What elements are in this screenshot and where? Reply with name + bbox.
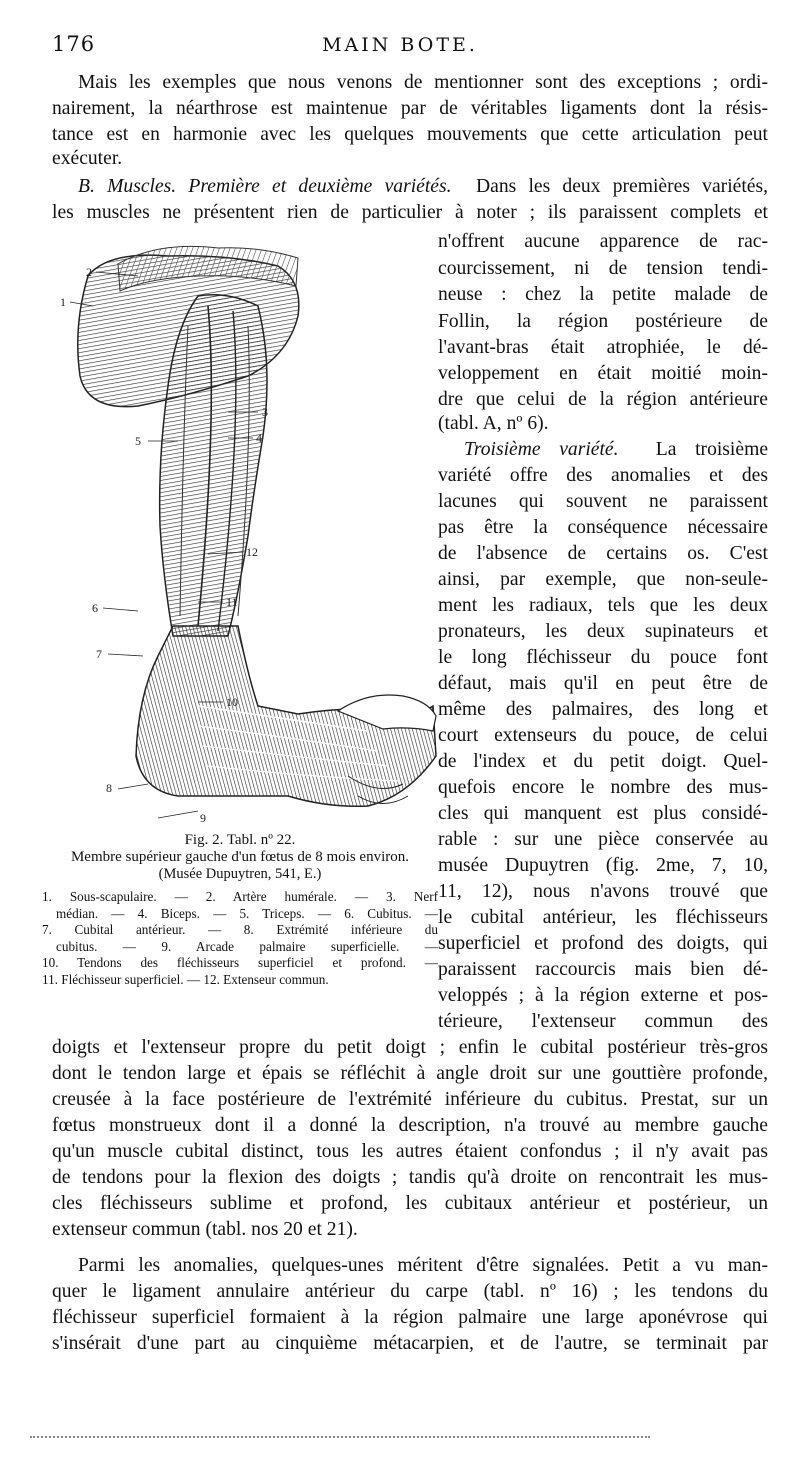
text-line: le cubital antérieur, les fléchisseurs <box>438 907 768 928</box>
text-line: ainsi, par exemple, que non-seule- <box>438 569 768 590</box>
text-line: quefois encore le nombre des mus- <box>438 777 768 798</box>
text-line: quer le ligament annulaire antérieur du carpe (tabl. nº 16) ; les tendons du <box>52 1281 768 1302</box>
text-line: rable : sur une pièce conservée au <box>438 829 768 850</box>
text-line: extenseur commun (tabl. nos 20 et 21). <box>52 1219 358 1240</box>
text-line: fœtus monstrueux dont il a donné la description, n'a trouvé au membre gauche <box>52 1115 768 1136</box>
caption-description: Membre supérieur gauche d'un fœtus de 8 mois environ. <box>70 849 410 865</box>
text-line: Follin, la région postérieure de <box>438 311 768 332</box>
text-line: même des palmaires, des long et <box>438 699 768 720</box>
figure-label: 12 <box>246 545 258 559</box>
text-line: nairement, la néarthrose est maintenue par de véritables ligaments dont la résis- <box>52 98 768 119</box>
figure-caption <box>42 832 438 988</box>
figure-label: 11 <box>226 595 238 609</box>
upper-arm-shape <box>160 295 267 636</box>
text-line: Mais les exemples que nous venons de mentionner sont des exceptions ; ordi- <box>78 72 768 93</box>
caption-source: (Musée Dupuytren, 541, E.) <box>158 866 322 882</box>
page-header <box>0 30 800 60</box>
text-line: neuse : chez la petite malade de <box>438 284 768 305</box>
anatomical-figure <box>48 236 438 834</box>
figure-label: 9 <box>200 811 206 825</box>
legend-line: cubitus. — 9. Arcade palmaire superficielle. — <box>56 938 438 954</box>
figure-label: 5 <box>135 434 141 448</box>
caption-title: Fig. 2. Tabl. nº 22. <box>184 832 296 848</box>
text-span: Dans les deux premières variétés, <box>475 176 769 197</box>
text-line: les muscles ne présentent rien de particulier à noter ; ils paraissent complets et <box>52 202 768 223</box>
text-line: fléchisseur superficiel formaient à la région palmaire une large aponévrose qui <box>52 1307 768 1328</box>
text-line: cles fléchisseurs sublime et profond, les cubitaux antérieur et postérieur, un <box>52 1193 768 1214</box>
text-line: musée Dupuytren (fig. 2me, 7, 10, <box>438 855 768 876</box>
text-line: court extenseurs du pouce, de celui <box>438 725 768 746</box>
legend-line: 10. Tendons des fléchisseurs superficiel et profond. — <box>42 955 438 970</box>
footer-rule <box>30 1436 650 1438</box>
legend-line: 1. Sous-scapulaire. — 2. Artère humérale. — 3. Nerf <box>42 889 438 904</box>
text-line: qu'un muscle cubital distinct, tous les autres étaient confondus ; il n'y avait pas <box>52 1141 768 1162</box>
text-line: variété offre des anomalies et des <box>438 465 768 486</box>
text-line: de l'index et du petit doigt. Quel- <box>438 751 768 772</box>
text-line: paraissent raccourcis mais bien dé- <box>438 959 768 980</box>
text-line: térieure, l'extenseur commun des <box>438 1011 768 1032</box>
text-span: La troisième <box>655 439 769 460</box>
text-line: dont le tendon large et épais se réfléchit à angle droit sur une gouttière profonde, <box>52 1063 768 1084</box>
section-b-heading: B. Muscles. Première et deuxième variétés. <box>78 176 452 197</box>
text-line: creusée à la face postérieure de l'extrémité inférieure du cubitus. Prestat, sur un <box>52 1089 768 1110</box>
text-line: doigts et l'extenseur propre du petit doigt ; enfin le cubital postérieur très-gros <box>52 1037 768 1058</box>
section-c-first-line <box>438 437 768 463</box>
text-line: lacunes qui souvent ne paraissent <box>438 491 768 512</box>
figure-label: 7 <box>96 647 102 661</box>
text-line: n'offrent aucune apparence de rac- <box>438 231 768 252</box>
text-line: le long fléchisseur du pouce font <box>438 647 768 668</box>
text-line: tance est en harmonie avec les quelques mouvements que cette articulation peut <box>52 124 768 145</box>
text-line: défaut, mais qu'il en peut être de <box>438 673 768 694</box>
section-c-heading: Troisième variété. <box>464 439 619 460</box>
running-title: MAIN BOTE. <box>322 34 478 56</box>
text-line: pronateurs, les deux supinateurs et <box>438 621 768 642</box>
figure-label: 6 <box>92 601 98 615</box>
figure-label: 2 <box>86 265 92 279</box>
figure-label: 4 <box>256 431 262 445</box>
text-line: Parmi les anomalies, quelques-unes méritent d'être signalées. Petit a vu man- <box>78 1255 768 1276</box>
text-line: courcissement, ni de tension tendi- <box>438 258 768 279</box>
figure-legend <box>42 889 438 988</box>
legend-line: médian. — 4. Biceps. — 5. Triceps. — 6. Cubitus. — <box>56 905 438 921</box>
figure-label: 1 <box>60 295 66 309</box>
text-line: superficiel et profond des doigts, qui <box>438 933 768 954</box>
text-line: de l'absence de certains os. C'est <box>438 543 768 564</box>
text-line: pas être la conséquence nécessaire <box>438 517 768 538</box>
text-line: exécuter. <box>52 148 123 169</box>
text-line: l'avant-bras était atrophiée, le dé- <box>438 337 768 358</box>
text-line: de tendons pour la flexion des doigts ; tandis qu'à droite on rencontrait les mus- <box>52 1167 768 1188</box>
figure-label: 10 <box>226 695 238 709</box>
figure-label: 3 <box>262 405 268 419</box>
text-line: dre que celui de la région antérieure <box>438 389 768 410</box>
text-line: veloppement en était moitié moin- <box>438 363 768 384</box>
text-line: cles qui manquent est plus considé- <box>438 803 768 824</box>
section-b-first-line <box>52 174 768 200</box>
figure-label: 8 <box>106 781 112 795</box>
text-line: (tabl. A, nº 6). <box>438 413 549 434</box>
text-line: veloppés ; à la région externe et pos- <box>438 985 768 1006</box>
arm-illustration <box>48 236 438 834</box>
text-line: 11, 12), nous n'avons trouvé que <box>438 881 768 902</box>
legend-line: 7. Cubital antérieur. — 8. Extrémité inférieure du <box>42 922 438 937</box>
text-line: ment les radiaux, tels que les deux <box>438 595 768 616</box>
page-number: 176 <box>52 32 96 56</box>
text-line: s'insérait d'une part au cinquième métacarpien, et de l'autre, se terminait par <box>52 1333 768 1354</box>
legend-line: 11. Fléchisseur superficiel. — 12. Extenseur commun. <box>42 971 329 987</box>
